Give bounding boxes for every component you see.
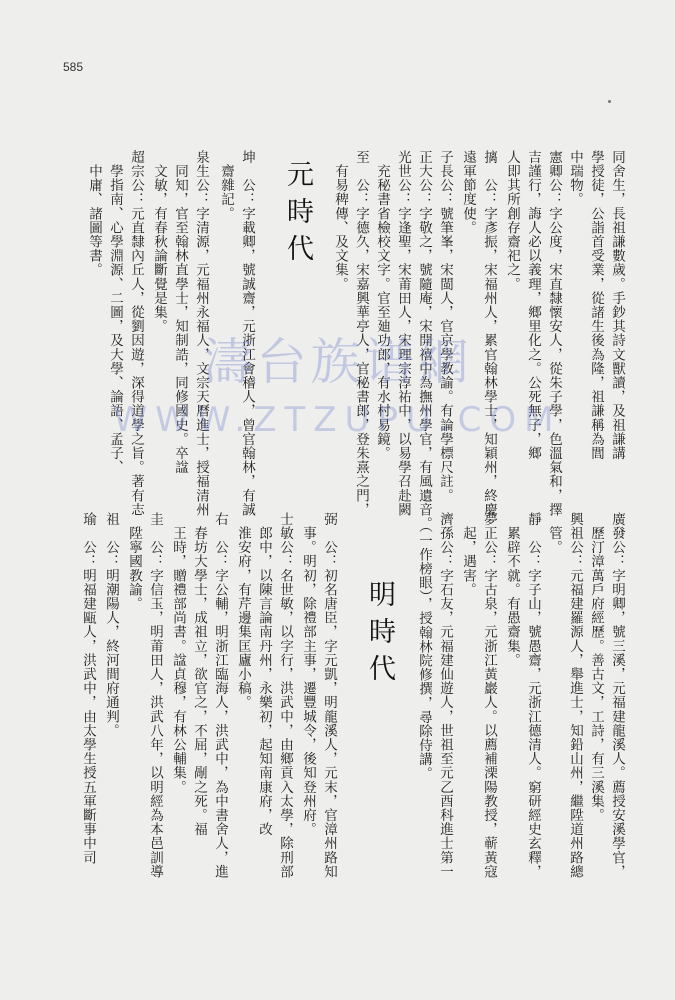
text-column: 至 公：字德久，宋嘉興華亭人，官秘書郎，登朱熹之門，: [353, 150, 369, 517]
text-column: 中瑞物。: [567, 150, 583, 207]
text-column: 靜 公：字子山，號愚齋，元浙江德清人。窮研經史玄釋，: [525, 512, 541, 879]
text-column: 同知，官至翰林直學士，知制誥，同修國史。卒諡: [172, 150, 188, 475]
text-column: 管。: [546, 512, 562, 555]
text-column: 圭 公：字信玉，明莆田人，洪武八年，以明經為本邑訓導: [147, 512, 163, 879]
text-column: 齋雜記。: [218, 150, 234, 221]
text-column: 學指南、心學淵源、二圖，及大學、論語、孟子、: [107, 150, 123, 475]
text-column: 坤 公：字載卿，號誠齋，元浙江會稽人，曾官翰林，有誠: [239, 150, 255, 517]
text-column: 祖 公：明潮陽人，終河間府通判。: [103, 512, 119, 738]
text-column: 士敏公：名世敏，以字行，洪武中，由鄉貢入太學，除刑部: [277, 512, 293, 879]
text-column: 光世公：字逢聖，宋莆田人，宋理宗淳祐中，以易學召赴闕: [395, 150, 411, 517]
text-column: 夢正公：字古泉，元浙江黃巖人。以薦補溧陽教授，蕲黃寇: [481, 512, 497, 879]
text-column: 有易稗傳、及文集。: [332, 150, 348, 291]
text-column: 泉生公：字清源，元福州永福人，文宗天曆進士，授福清州: [193, 150, 209, 517]
text-column: 右 公：字公輔，明浙江臨海人，洪武中，為中書舍人，進: [212, 512, 228, 879]
text-column: 濟孫公：字石友，元福建仙遊人，世祖至元乙酉科進士第一: [437, 512, 453, 879]
text-column: 摛 公：字彥振，宋福州人，累官翰林學士，知穎州，終慶: [481, 150, 497, 517]
paper-speck: [608, 100, 611, 103]
text-column: 正大公：字敬之，號隨庵，宋開禧中為撫州學官，有風遺音。: [416, 150, 432, 531]
watermark-text: 濤台族谱網: [202, 333, 473, 391]
text-column: 淮安府，有芹邊集匡廬小稿。: [235, 512, 251, 710]
watermark-url: WWW.ZTZUPU.COM: [113, 400, 562, 440]
text-column: 累辟不就。有愚齋集。: [504, 512, 520, 668]
section-heading-ming: 明時代: [364, 580, 395, 691]
text-column: 瑜 公：明福建甌人，洪武中，由太學生授五軍斷事中司: [80, 512, 96, 865]
page-number: 585: [63, 60, 84, 74]
text-column: （一作榜眼），授翰林院修撰，尋除侍講。: [416, 512, 432, 781]
text-column: 郎中，以陳言論南丹州，永樂初，起知南康府，改: [256, 512, 272, 837]
text-column: 弼 公：初名唐臣，字元凱，明龍溪人，元末，官漳州路知: [321, 512, 337, 879]
text-column: 廣發公：字明卿，號三溪，元福建龍溪人。薦授安溪學官，: [609, 512, 625, 879]
text-column: 遠軍節度使。: [460, 150, 476, 235]
text-column: 中庸、諸圖等書。: [86, 150, 102, 277]
text-column: 興祖公：元福建羅源人，舉進士，知鉛山州，繼陞道州路總: [567, 512, 583, 879]
text-column: 人即其所創存齋祀之。: [504, 150, 520, 291]
text-column: 學授徒，公詣首受業，從諸生後為隆，祖謙稱為閭: [588, 150, 604, 461]
text-column: 子長公：號筆峯，宋閩人，官京學教諭。有論學標尺註。: [437, 150, 453, 503]
text-column: 文敏，有春秋論斷覺是集。: [151, 150, 167, 334]
section-heading-yuan: 元時代: [282, 160, 313, 271]
text-column: 超宗公：元直隸內丘人，從劉因遊，深得道學之旨。著有志: [128, 150, 144, 517]
text-column: 起，遇害。: [460, 512, 476, 597]
text-column: 同舍生，長祖謙數歲。手鈔其詩文獸讀，及祖謙講: [609, 150, 625, 461]
text-column: 王時，贈禮部尚書。諡貞穆，有林公輔集。: [170, 512, 186, 794]
text-column: 春坊大學士，成祖立，欲官之，不屈，剮之死。福: [191, 512, 207, 837]
text-column: 歷汀漳萬戶府經歷。善古文，工詩，有三溪集。: [588, 512, 604, 823]
text-column: 憲卿公：字公度，宋直隸懷安人，從朱子學，色溫氣和，擇: [546, 150, 562, 517]
text-column: 陞寧國教諭。: [126, 512, 142, 611]
text-column: 事。明初，除禮部主事，遷豐城令，後知登州府。: [300, 512, 316, 837]
text-column: 充秘書省檢校文字。官至廸功郎，有水村易鏡。: [374, 150, 390, 461]
text-column: 吉謹行，誨人必以義理，鄉里化之。公死無子，鄉: [525, 150, 541, 461]
